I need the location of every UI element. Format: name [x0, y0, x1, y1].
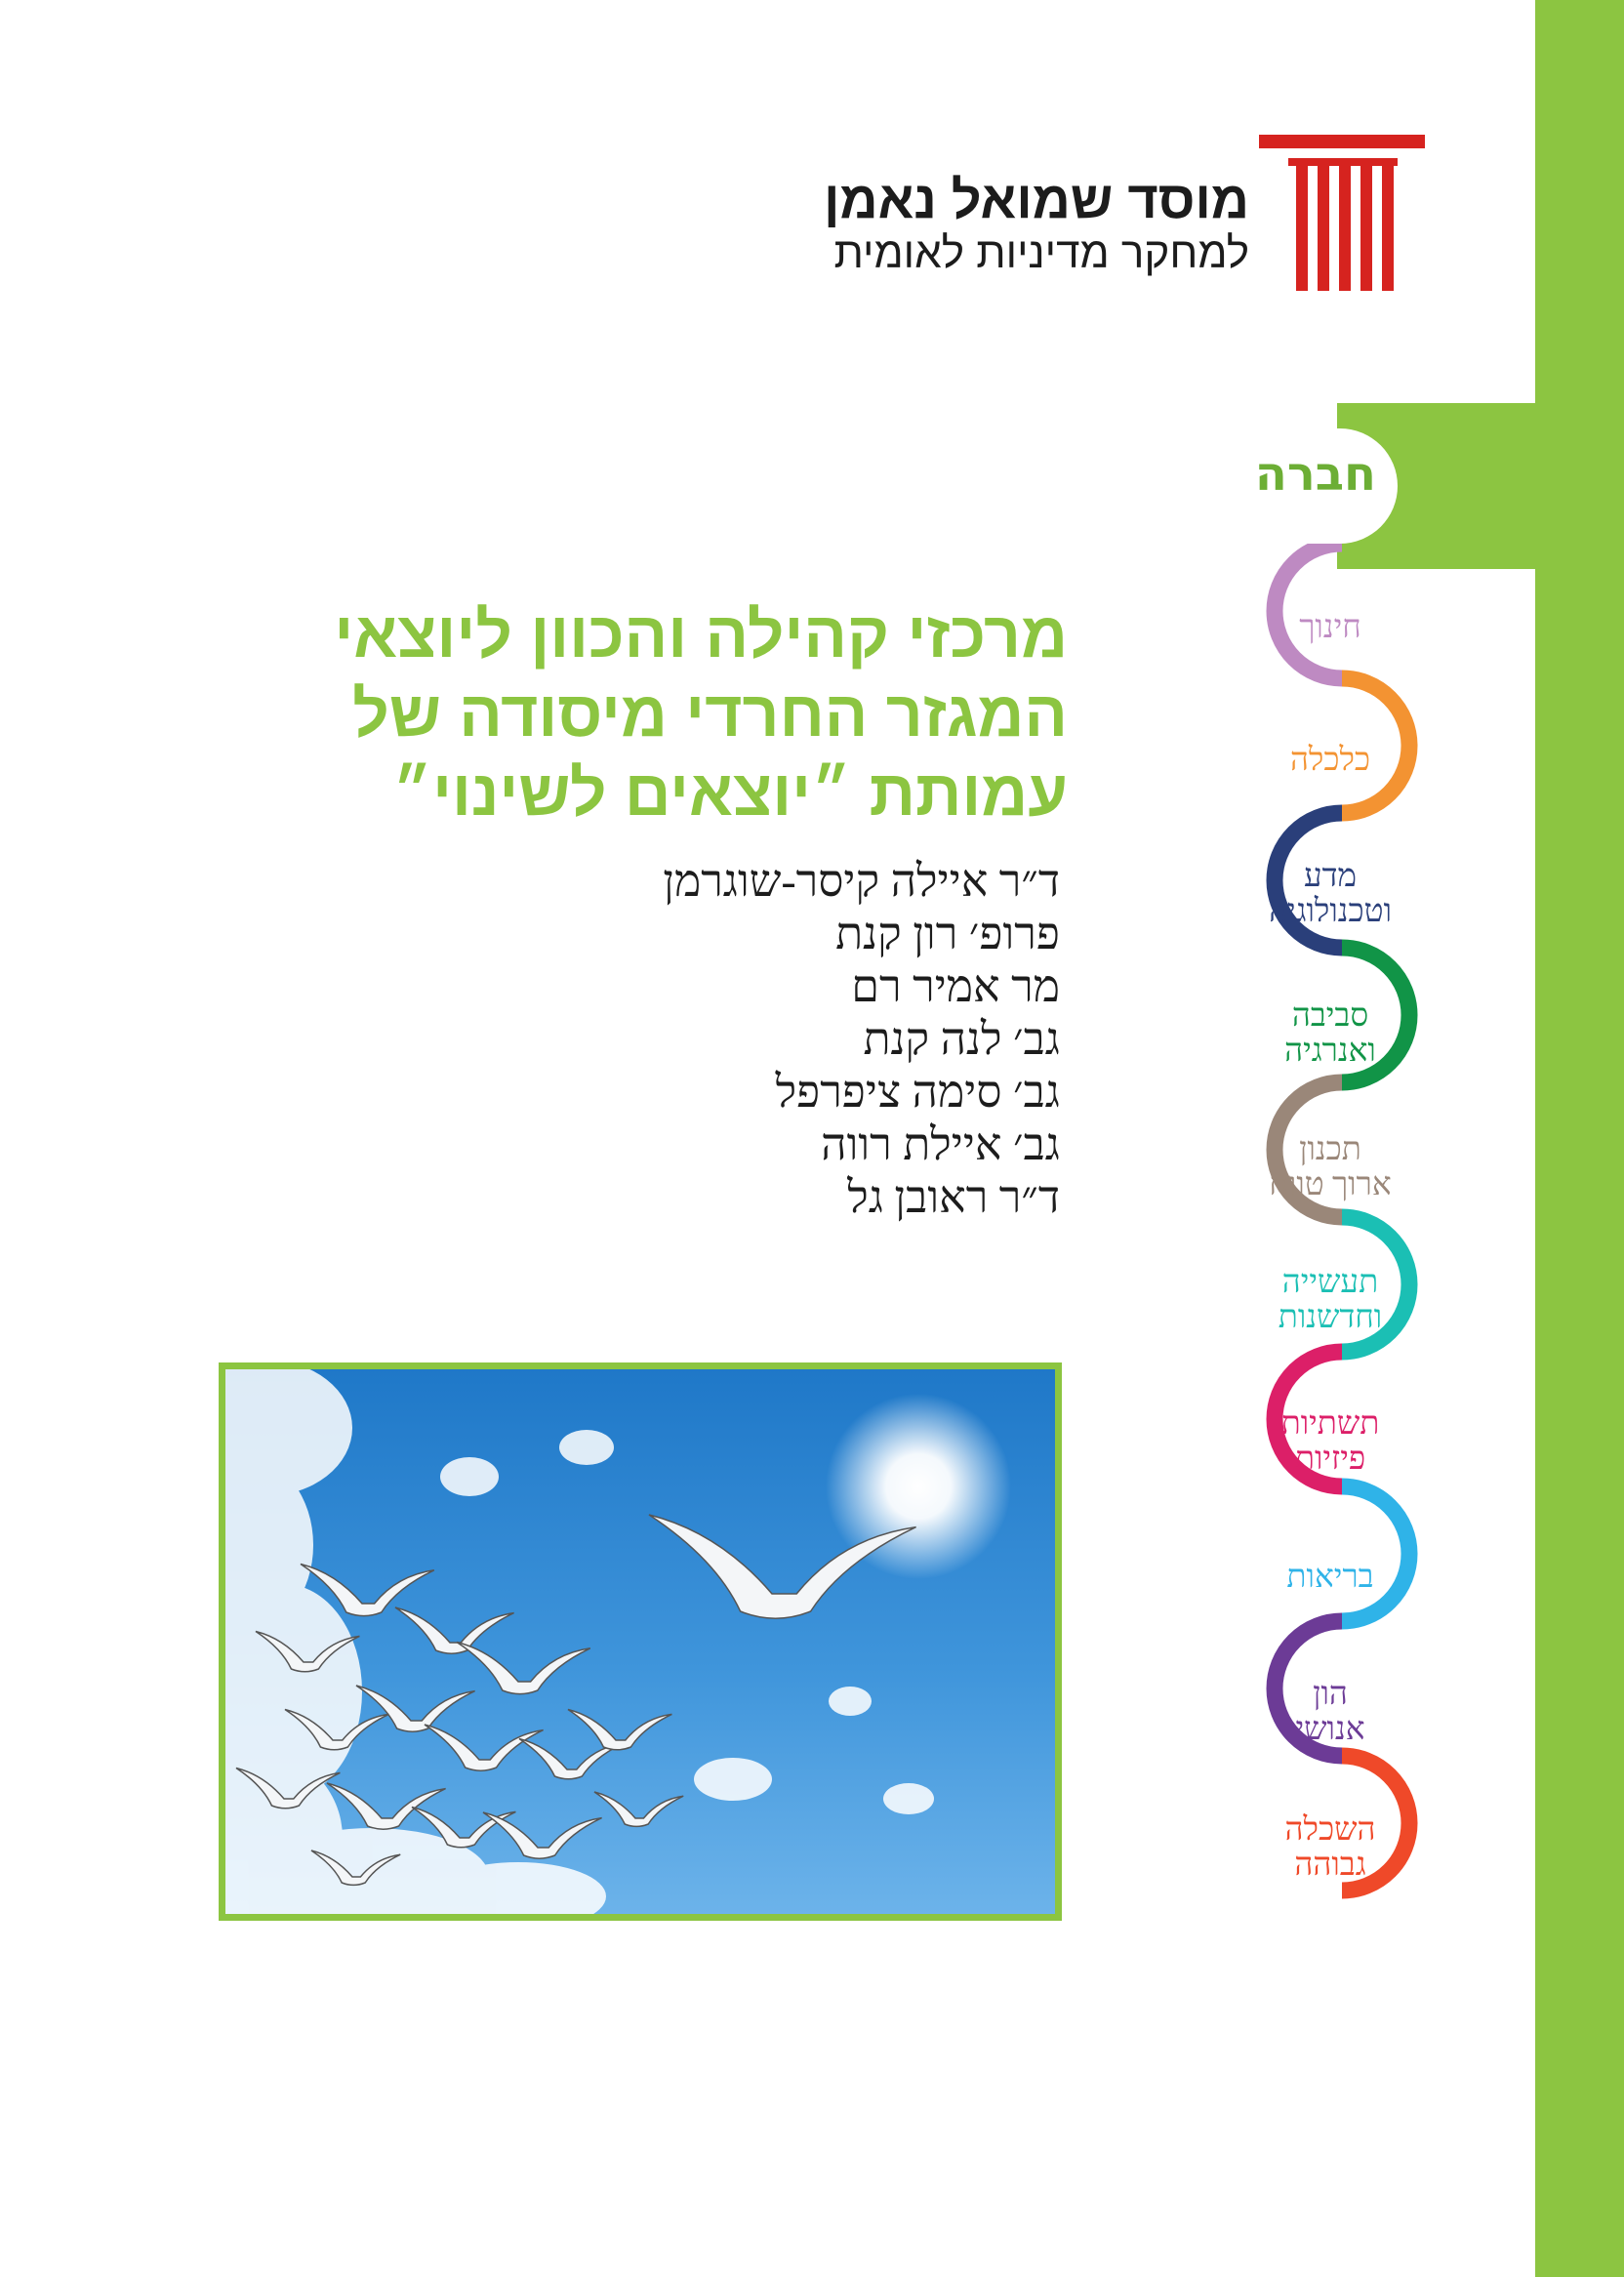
- topic-wave-segment: [1342, 1486, 1409, 1621]
- title-line: מרכזי קהילה והכוון ליוצאי: [334, 598, 1068, 671]
- pillar-part: [1360, 166, 1372, 291]
- author: פרופ׳ רון קנת: [835, 909, 1060, 958]
- title-line: עמותת ״יוצאים לשינוי״: [391, 756, 1068, 829]
- pillar-part: [1382, 166, 1394, 291]
- topic-label: חברה: [1254, 447, 1376, 502]
- category-mada-vetechnologia: מדע וטכנולוגיה: [1268, 859, 1393, 929]
- category-chinuch: חינוך: [1299, 610, 1361, 645]
- pillar-part: [1296, 166, 1308, 291]
- category-briut: בריאות: [1286, 1560, 1374, 1595]
- pillar-part: [1318, 166, 1329, 291]
- category-taasiya-vechadshanut: תעשייה וחדשנות: [1278, 1265, 1383, 1335]
- report-title: [189, 595, 1068, 833]
- category-haskala-gvoha: השכלה גבוהה: [1284, 1812, 1376, 1883]
- pillar-part: [1259, 135, 1425, 148]
- pillar-part: [1288, 158, 1398, 166]
- author: גב׳ לנה קנת: [863, 1014, 1060, 1064]
- category-tichnun-aroch-tvach: תכנון ארוך טווח: [1269, 1132, 1392, 1202]
- category-sviva-veenergia: סביבה ואנרגיה: [1284, 998, 1376, 1069]
- pillar-part: [1339, 166, 1351, 291]
- category-hon-enoshi: הון אנושי: [1295, 1677, 1365, 1747]
- institute-name: מוסד שמואל נאמן: [824, 171, 1249, 229]
- title-line: המגזר החרדי מיסודה של: [352, 677, 1068, 750]
- author: גב׳ סימה ציפרפל: [775, 1067, 1060, 1117]
- topic-band: [0, 428, 1398, 544]
- author: גב׳ איילת רווה: [821, 1119, 1060, 1169]
- author: ד״ר ראובן גל: [847, 1172, 1060, 1222]
- cover-photo-sky-birds: [219, 1362, 1062, 1921]
- category-tashtiyot-piziyot: תשתיות פיזיות: [1280, 1406, 1380, 1477]
- institute-logo: [824, 135, 1435, 301]
- institute-subtitle: למחקר מדיניות לאומית: [833, 229, 1249, 277]
- author: מר אמיר רם: [851, 961, 1060, 1011]
- authors-list: [377, 855, 1060, 1224]
- category-kalkala: כלכלה: [1289, 743, 1371, 778]
- author: ד״ר איילה קיסר-שוגרמן: [663, 856, 1060, 906]
- pillar-icon: [1259, 135, 1425, 291]
- right-green-bar: [1535, 0, 1624, 2277]
